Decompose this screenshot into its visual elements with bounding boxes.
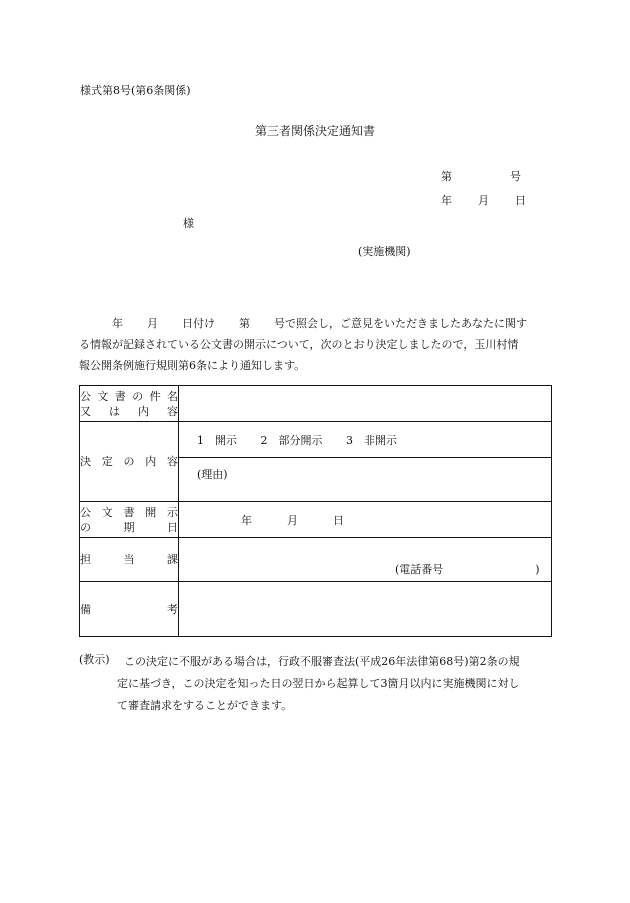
label-line: 公文書の件名 <box>80 389 178 403</box>
row-label-department <box>80 538 179 582</box>
phone-number-close: ) <box>535 563 540 576</box>
reason-label: (理由) <box>197 468 228 481</box>
implementing-agency-label: (実施機関) <box>358 245 411 258</box>
department-field[interactable] <box>179 538 552 582</box>
notice-body-paragraph <box>79 313 554 376</box>
number-suffix: 号 <box>510 170 521 183</box>
number-prefix: 第 <box>441 170 452 183</box>
disclosure-day: 日 <box>333 513 344 527</box>
instruction-line3: て審査請求をすることができます。 <box>117 699 293 712</box>
option-disclose[interactable]: 1 開示 <box>197 433 237 447</box>
table-row <box>80 422 552 458</box>
row-label-document-title <box>80 386 179 422</box>
table-row <box>80 386 552 422</box>
instruction-body <box>117 651 552 717</box>
addressee-honorific: 様 <box>183 217 194 230</box>
label-line: 公文書開示 <box>80 505 178 519</box>
row-label-remarks <box>80 582 179 637</box>
option-not-disclose[interactable]: 3 非開示 <box>346 433 397 447</box>
body-line3: 報公開条例施行規則第6条により通知します。 <box>79 359 306 372</box>
option-partial-disclose[interactable]: 2 部分開示 <box>260 433 323 447</box>
disclosure-date-field[interactable] <box>179 502 552 538</box>
body-no-prefix: 第 <box>239 317 250 330</box>
instruction-label: (教示) <box>79 653 110 666</box>
document-date-line <box>441 192 526 208</box>
phone-number-label: (電話番号 <box>395 563 444 576</box>
table-row <box>80 502 552 538</box>
table-row <box>80 538 552 582</box>
label-line: 備考 <box>80 602 178 616</box>
body-date-suffix: 日付け <box>182 317 215 330</box>
row-label-decision <box>80 422 179 502</box>
disclosure-year: 年 <box>241 513 252 527</box>
label-line: 担当課 <box>80 553 178 566</box>
body-line2: る情報が記録されている公文書の開示について，次のとおり決定しましたので，玉川村情 <box>79 338 519 351</box>
remarks-field[interactable] <box>179 582 552 637</box>
document-title-field[interactable] <box>179 386 552 422</box>
date-month: 月 <box>478 194 489 207</box>
date-year: 年 <box>441 194 452 207</box>
label-line: 又は内容 <box>80 404 178 418</box>
instruction-line1: この決定に不服がある場合は，行政不服審査法(平成26年法律第68号)第2条の規 <box>124 655 520 668</box>
decision-options <box>179 422 552 458</box>
date-day: 日 <box>515 194 526 207</box>
reason-field[interactable] <box>179 458 552 502</box>
document-number-line <box>441 168 521 184</box>
body-year: 年 <box>112 317 123 330</box>
form-number-label: 様式第8号(第6条関係) <box>80 84 191 97</box>
table-row <box>80 582 552 637</box>
instruction-line2: 定に基づき，この決定を知った日の翌日から起算して3箇月以内に実施機関に対し <box>117 677 520 690</box>
label-line: の期日 <box>80 520 178 534</box>
document-title: 第三者関係決定通知書 <box>254 124 375 138</box>
row-label-disclosure-date <box>80 502 179 538</box>
label-line: 決定の内容 <box>80 455 178 468</box>
body-month: 月 <box>147 317 158 330</box>
disclosure-month: 月 <box>287 513 298 527</box>
body-line1-rest: 号で照会し，ご意見をいただきましたあなたに関す <box>274 317 527 330</box>
decision-form-table <box>79 385 552 637</box>
